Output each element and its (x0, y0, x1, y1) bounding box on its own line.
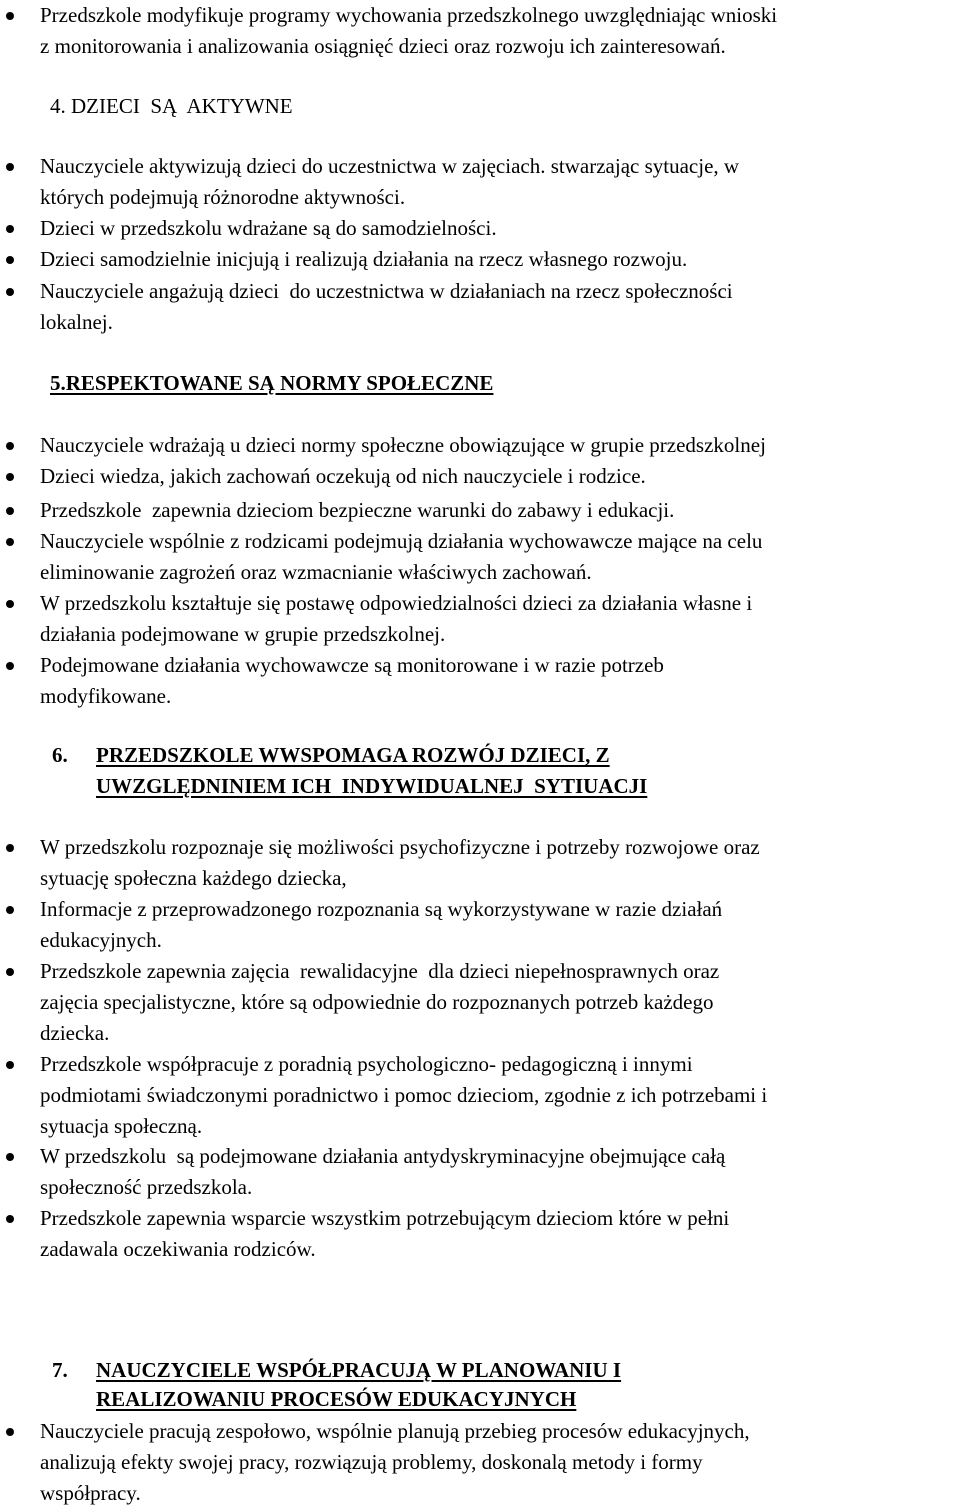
list-item: Przedszkole zapewnia zajęcia rewalidacyjne dla dzieci niepełnosprawnych oraz zajęcia specjalistyczne, które są odpowiednie do rozpoznanych potrzeb każdego dziecka. (40, 956, 952, 1049)
list-item: Nauczyciele wdrażają u dzieci normy społeczne obowiązujące w grupie przedszkolnej (40, 430, 952, 461)
list-item: W przedszkolu są podejmowane działania antydyskryminacyjne obejmujące całą społeczność przedszkola. (40, 1141, 952, 1203)
list-item: Nauczyciele wspólnie z rodzicami podejmują działania wychowawcze mające na celu eliminowanie zagrożeń oraz wzmacnianie właściwych zachowań. (40, 526, 952, 588)
list-item: Podejmowane działania wychowawcze są monitorowane i w razie potrzeb modyfikowane. (40, 650, 952, 712)
list-item: Dzieci w przedszkolu wdrażane są do samodzielności. (40, 213, 952, 244)
section-heading: UWZGLĘDNINIEM ICH INDYWIDUALNEJ SYTIUACJI (96, 774, 648, 798)
list-item: Nauczyciele aktywizują dzieci do uczestnictwa w zajęciach. stwarzając sytuacje, w których podejmują różnorodne aktywności. (40, 151, 952, 213)
list-item: Informacje z przeprowadzonego rozpoznania są wykorzystywane w razie działań edukacyjnych. (40, 894, 952, 956)
list-item: Przedszkole zapewnia dzieciom bezpieczne warunki do zabawy i edukacji. (40, 495, 952, 526)
list-item: W przedszkolu rozpoznaje się możliwości psychofizyczne i potrzeby rozwojowe oraz sytuację społeczna każdego dziecka, (40, 832, 952, 894)
section-heading: 5.RESPEKTOWANE SĄ NORMY SPOŁECZNE (50, 371, 494, 395)
section-heading: PRZEDSZKOLE WWSPOMAGA ROZWÓJ DZIECI, Z (96, 743, 610, 767)
list-item: Przedszkole modyfikuje programy wychowania przedszkolnego uwzględniając wnioski z monitorowania i analizowania osiągnięć dzieci oraz rozwoju ich zainteresowań. (40, 0, 952, 62)
section-heading: NAUCZYCIELE WSPÓŁPRACUJĄ W PLANOWANIU I (96, 1358, 622, 1382)
list-item: Przedszkole współpracuje z poradnią psychologiczno- pedagogiczną i innymi podmiotami świadczonymi poradnictwo i pomoc dzieciom, zgodnie z ich potrzebami i sytuacja społeczną. (40, 1049, 952, 1142)
list-item: Nauczyciele pracują zespołowo, wspólnie planują przebieg procesów edukacyjnych, analizują efekty swojej pracy, rozwiązują problemy, doskonalą metody i formy współpracy. (40, 1416, 952, 1509)
section-number: 7. (52, 1358, 68, 1382)
section-heading: REALIZOWANIU PROCESÓW EDUKACYJNYCH (96, 1387, 577, 1411)
list-item: Dzieci wiedza, jakich zachowań oczekują od nich nauczyciele i rodzice. (40, 461, 952, 492)
list-item: Nauczyciele angażują dzieci do uczestnictwa w działaniach na rzecz społeczności lokalnej. (40, 276, 952, 338)
section-number: 6. (52, 743, 68, 767)
list-item: Dzieci samodzielnie inicjują i realizują działania na rzecz własnego rozwoju. (40, 244, 952, 275)
list-item: Przedszkole zapewnia wsparcie wszystkim potrzebującym dzieciom które w pełni zadawala oczekiwania rodziców. (40, 1203, 952, 1265)
list-item: W przedszkolu kształtuje się postawę odpowiedzialności dzieci za działania własne i działania podejmowane w grupie przedszkolnej. (40, 588, 952, 650)
section-heading: 4. DZIECI SĄ AKTYWNE (50, 94, 293, 118)
